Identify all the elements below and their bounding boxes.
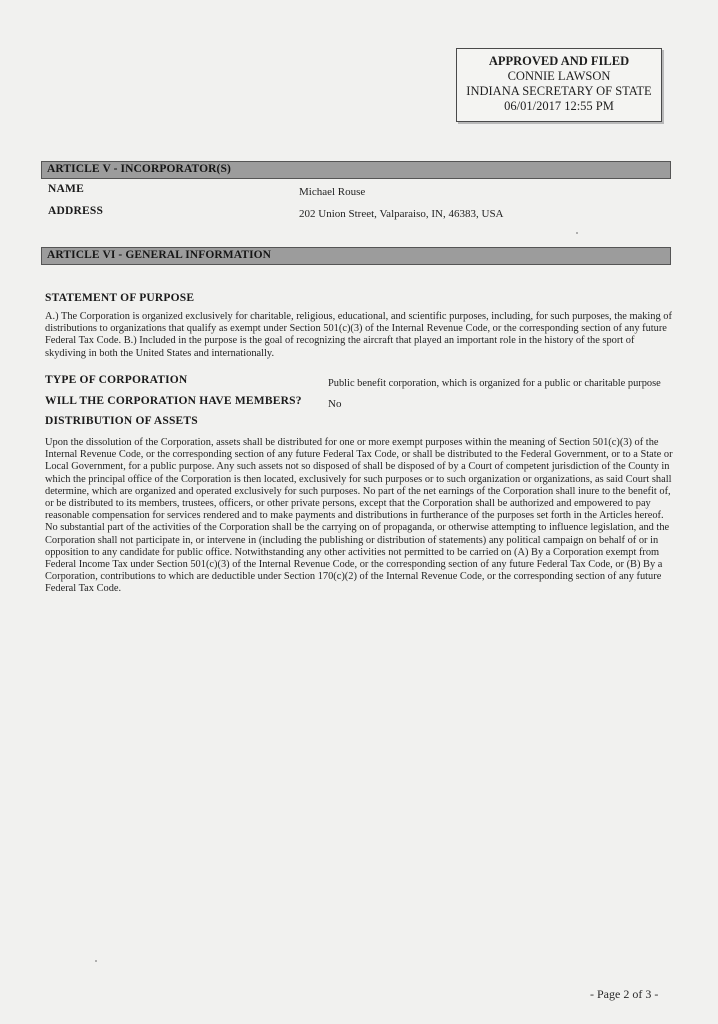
address-label: ADDRESS	[48, 205, 104, 217]
distribution-text: Upon the dissolution of the Corporation, assets shall be distributed for one or more exempt purposes within the meaning of Section 501(c)(3) of the Internal Revenue Code, or the corresponding section of any future Federal Tax Code, or shall be distributed to the Federal Government, or to a State or Local Government, for a public purpose. Any such assets not so disposed of shall be disposed of by a Court of competent jurisdiction of the County in which the principal office of the Corporation is then located, exclusively for such purposes or to such organization or organizations, as said Court shall determine, which are organized and operated exclusively for such purposes. No part of the net earnings of the Corporation shall inure to the benefit of, or be distributed to its members, trustees, officers, or other private persons, except that the Corporation shall be authorized and empowered to pay reasonable compensation for services rendered and to make payments and distributions in furtherance of the purposes set forth in the Articles hereof. No substantial part of the activities of the Corporation shall be the carrying on of propaganda, or otherwise attempting to influence legislation, and the Corporation shall not participate in, or intervene in (including the publishing or distribution of statements) any political campaign on behalf of or in opposition to any candidate for public office. Notwithstanding any other activities not permitted to be carried on (A) By a Corporation exempt from Federal Income Tax under Section 501(c)(3) of the Internal Revenue Code, or the corresponding section of any future Federal Tax Code, or (B) By a Corporation, contributions to which are deductible under Section 170(c)(2) of the Internal Revenue Code, or the corresponding section of any future Federal Tax Code.	[45, 437, 673, 595]
type-label: TYPE OF CORPORATION	[45, 374, 188, 386]
article-v-title: ARTICLE V - INCORPORATOR(S)	[47, 163, 231, 175]
stamp-office: INDIANA SECRETARY OF STATE	[466, 84, 652, 98]
members-label: WILL THE CORPORATION HAVE MEMBERS?	[45, 395, 302, 407]
stamp-datetime: 06/01/2017 12:55 PM	[504, 99, 614, 113]
type-value: Public benefit corporation, which is organized for a public or charitable purpose	[328, 378, 661, 389]
article-vi-header	[41, 247, 671, 265]
article-vi-title: ARTICLE VI - GENERAL INFORMATION	[47, 249, 272, 261]
scan-speck	[576, 232, 578, 234]
filing-stamp	[456, 48, 662, 122]
name-value: Michael Rouse	[299, 186, 366, 198]
stamp-status: APPROVED AND FILED	[488, 54, 630, 68]
page-number: - Page 2 of 3 -	[590, 987, 659, 1001]
distribution-label: DISTRIBUTION OF ASSETS	[45, 415, 198, 427]
scan-speck	[95, 960, 97, 962]
article-v-header	[41, 161, 671, 179]
members-value: No	[328, 398, 342, 410]
address-value: 202 Union Street, Valparaiso, IN, 46383, USA	[299, 208, 504, 220]
stamp-official: CONNIE LAWSON	[507, 69, 611, 83]
purpose-label: STATEMENT OF PURPOSE	[45, 292, 195, 304]
name-label: NAME	[48, 183, 84, 195]
purpose-text: A.) The Corporation is organized exclusively for charitable, religious, educational, and scientific purposes, including, for such purposes, the making of distributions to organizations that qualify as exempt under Section 501(c)(3) of the Internal Revenue Code, or the corresponding section of any future Federal Tax Code. B.) Included in the purpose is the goal of recognizing the aircraft that played an important role in the history of the sport of skydiving in both the United States and internationally.	[45, 311, 672, 359]
